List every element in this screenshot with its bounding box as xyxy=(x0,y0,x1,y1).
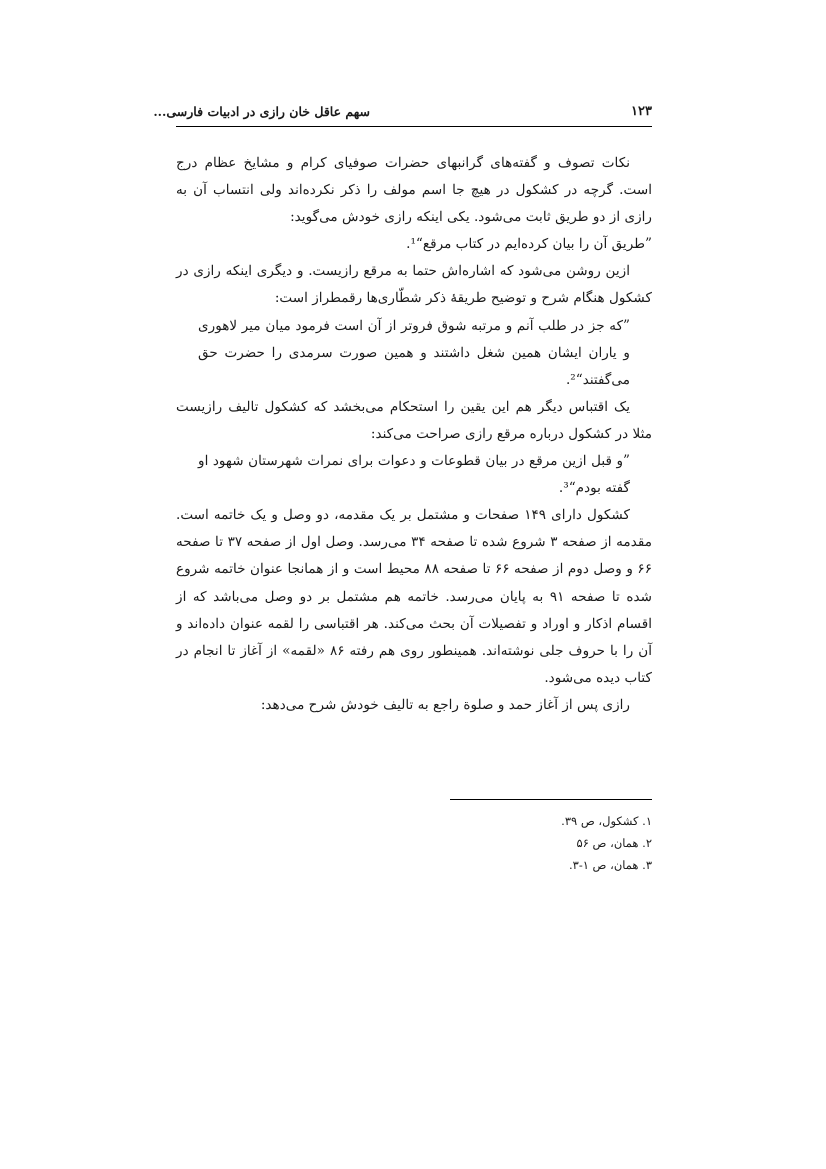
footnote-3: ۳. همان، ص ۱-۳. xyxy=(568,858,652,872)
paragraph-2: ازین روشن می‌شود که اشاره‌اش حتما به مرقع رازیست. و دیگری اینکه رازی در کشکول هنگام شرح و توضیح طریقهٔ ذکر شطّاری‌ها رقمطراز است: xyxy=(176,263,652,307)
footnote-separator xyxy=(450,799,652,800)
page-number: ۱۲۳ xyxy=(631,104,652,119)
running-title: سهم عاقل خان رازی در ادبیات فارسی... xyxy=(153,104,370,119)
quote-3: ”و قبل ازین مرقع در بیان قطوعات و دعوات برای نمرات شهرستان شهود او گفته بودم“³. xyxy=(198,453,630,497)
paragraph-4: کشکول دارای ۱۴۹ صفحات و مشتمل بر یک مقدمه، دو وصل و یک خاتمه است. مقدمه از صفحه ۳ شروع شده تا صفحه ۳۴ می‌رسد. وصل اول از صفحه ۳۷ تا صفحه ۶۶ و وصل دوم از صفحه ۶۶ تا صفحه ۸۸ محیط است و از همانجا عنوان خاتمه شروع شده تا صفحه ۹۱ به پایان می‌رسد. خاتمه هم مشتمل بر دو وصل می‌باشد که از اقسام اذکار و اوراد و تفصیلات آن بحث می‌کند. هر اقتباسی را لقمه عنوان داده‌اند و آن را با حروف جلی نوشته‌اند. همینطور روی هم رفته ۸۶ «لقمه» از آغاز تا انجام در کتاب دیده می‌شود. xyxy=(176,507,652,686)
footnote-2: ۲. همان، ص ۵۶ xyxy=(576,836,652,850)
quote-1: ”طریق آن را بیان کرده‌ایم در کتاب مرقع“¹. xyxy=(406,236,652,253)
paragraph-3: یک اقتباس دیگر هم این یقین را استحکام می‌بخشد که کشکول تالیف رازیست مثلا در کشکول درباره مرقع رازی صراحت می‌کند: xyxy=(176,398,652,442)
body-text xyxy=(176,150,652,719)
footnote-1: ۱. کشکول، ص ۳۹. xyxy=(561,814,652,828)
paragraph-1: نکات تصوف و گفته‌های گرانبهای حضرات صوفیای کرام و مشایخ عظام درج است. گرچه در کشکول در هیچ جا اسم مولف را ذکر نکرده‌اند ولی انتساب آن به رازی از دو طریق ثابت می‌شود. یکی اینکه رازی خودش می‌گوید: xyxy=(176,155,652,226)
page-header xyxy=(153,100,652,127)
footnotes xyxy=(176,810,652,876)
quote-2: ”که جز در طلب آنم و مرتبه شوق فروتر از آن است فرمود میان میر لاهوری و یاران ایشان همین شغل داشتند و همین صورت سرمدی را حضرت حق می‌گفتند“². xyxy=(198,317,630,388)
paragraph-5: رازی پس از آغاز حمد و صلوة راجع به تالیف خودش شرح می‌دهد: xyxy=(260,696,630,713)
